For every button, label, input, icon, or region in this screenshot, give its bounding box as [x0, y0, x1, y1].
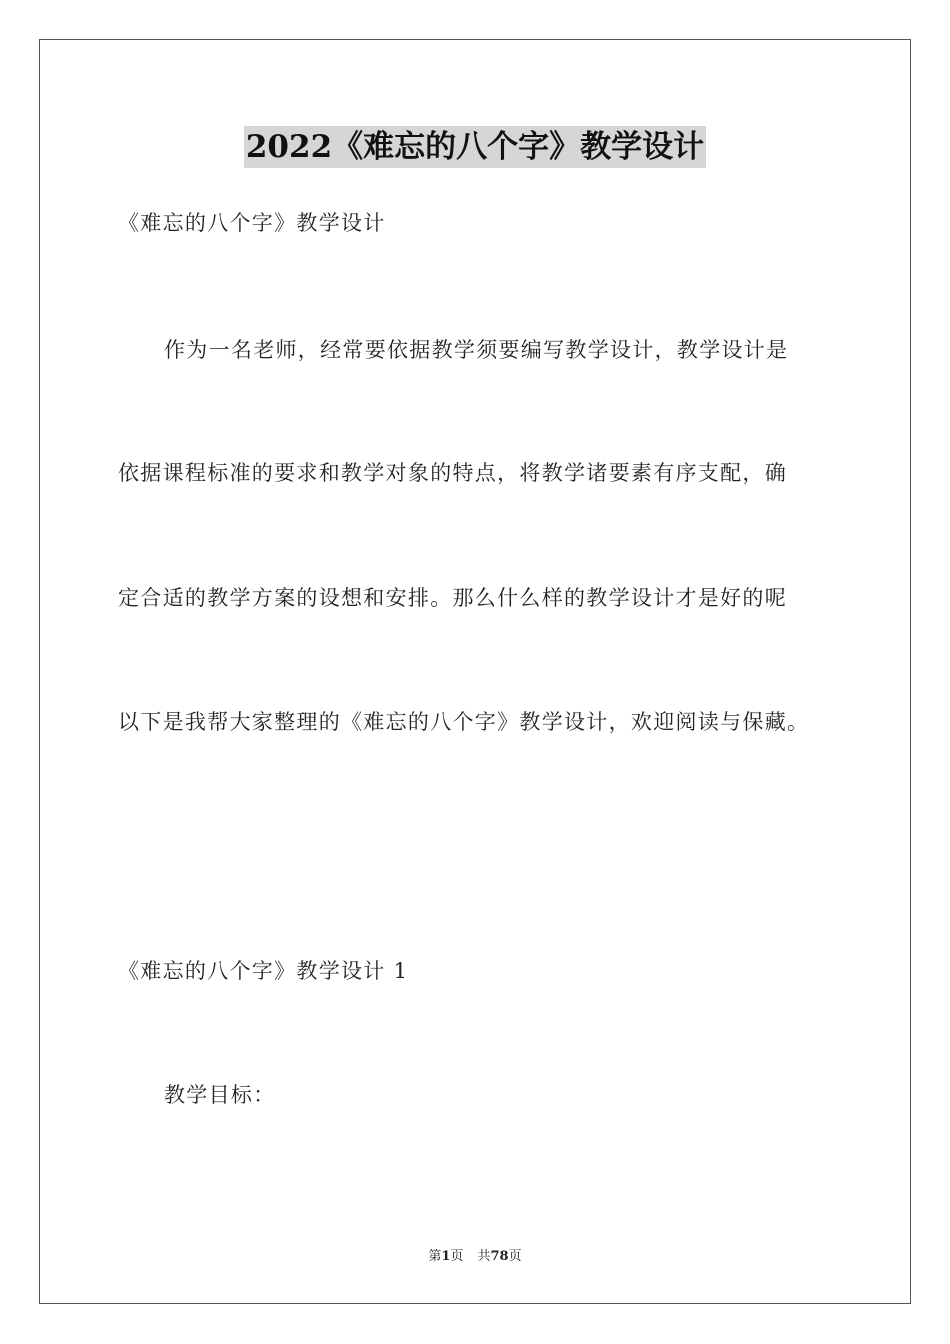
intro-line-1: 作为一名老师，经常要依据教学须要编写教学设计，教学设计是: [164, 338, 789, 362]
page-footer: [0, 1248, 950, 1266]
objectives-label: 教学目标：: [164, 1083, 276, 1107]
title-container: [0, 126, 950, 168]
document-title: 2022《难忘的八个字》教学设计: [244, 126, 706, 168]
document-subtitle: 《难忘的八个字》教学设计: [118, 211, 386, 235]
footer-total-suffix: 页: [508, 1249, 522, 1264]
intro-line-3: 定合适的教学方案的设想和安排。那么什么样的教学设计才是好的呢: [118, 586, 787, 610]
footer-page-prefix: 第: [428, 1249, 442, 1264]
footer-page-suffix: 页: [450, 1249, 464, 1264]
intro-line-4: 以下是我帮大家整理的《难忘的八个字》教学设计，欢迎阅读与保藏。: [118, 710, 810, 734]
intro-line-2: 依据课程标准的要求和教学对象的特点，将教学诸要素有序支配，确: [118, 461, 787, 485]
footer-total-pages: 78: [490, 1249, 509, 1264]
section-heading: 《难忘的八个字》教学设计 1: [118, 959, 409, 983]
footer-total-prefix: 共: [477, 1249, 491, 1264]
footer-page-number: 1: [441, 1249, 451, 1264]
